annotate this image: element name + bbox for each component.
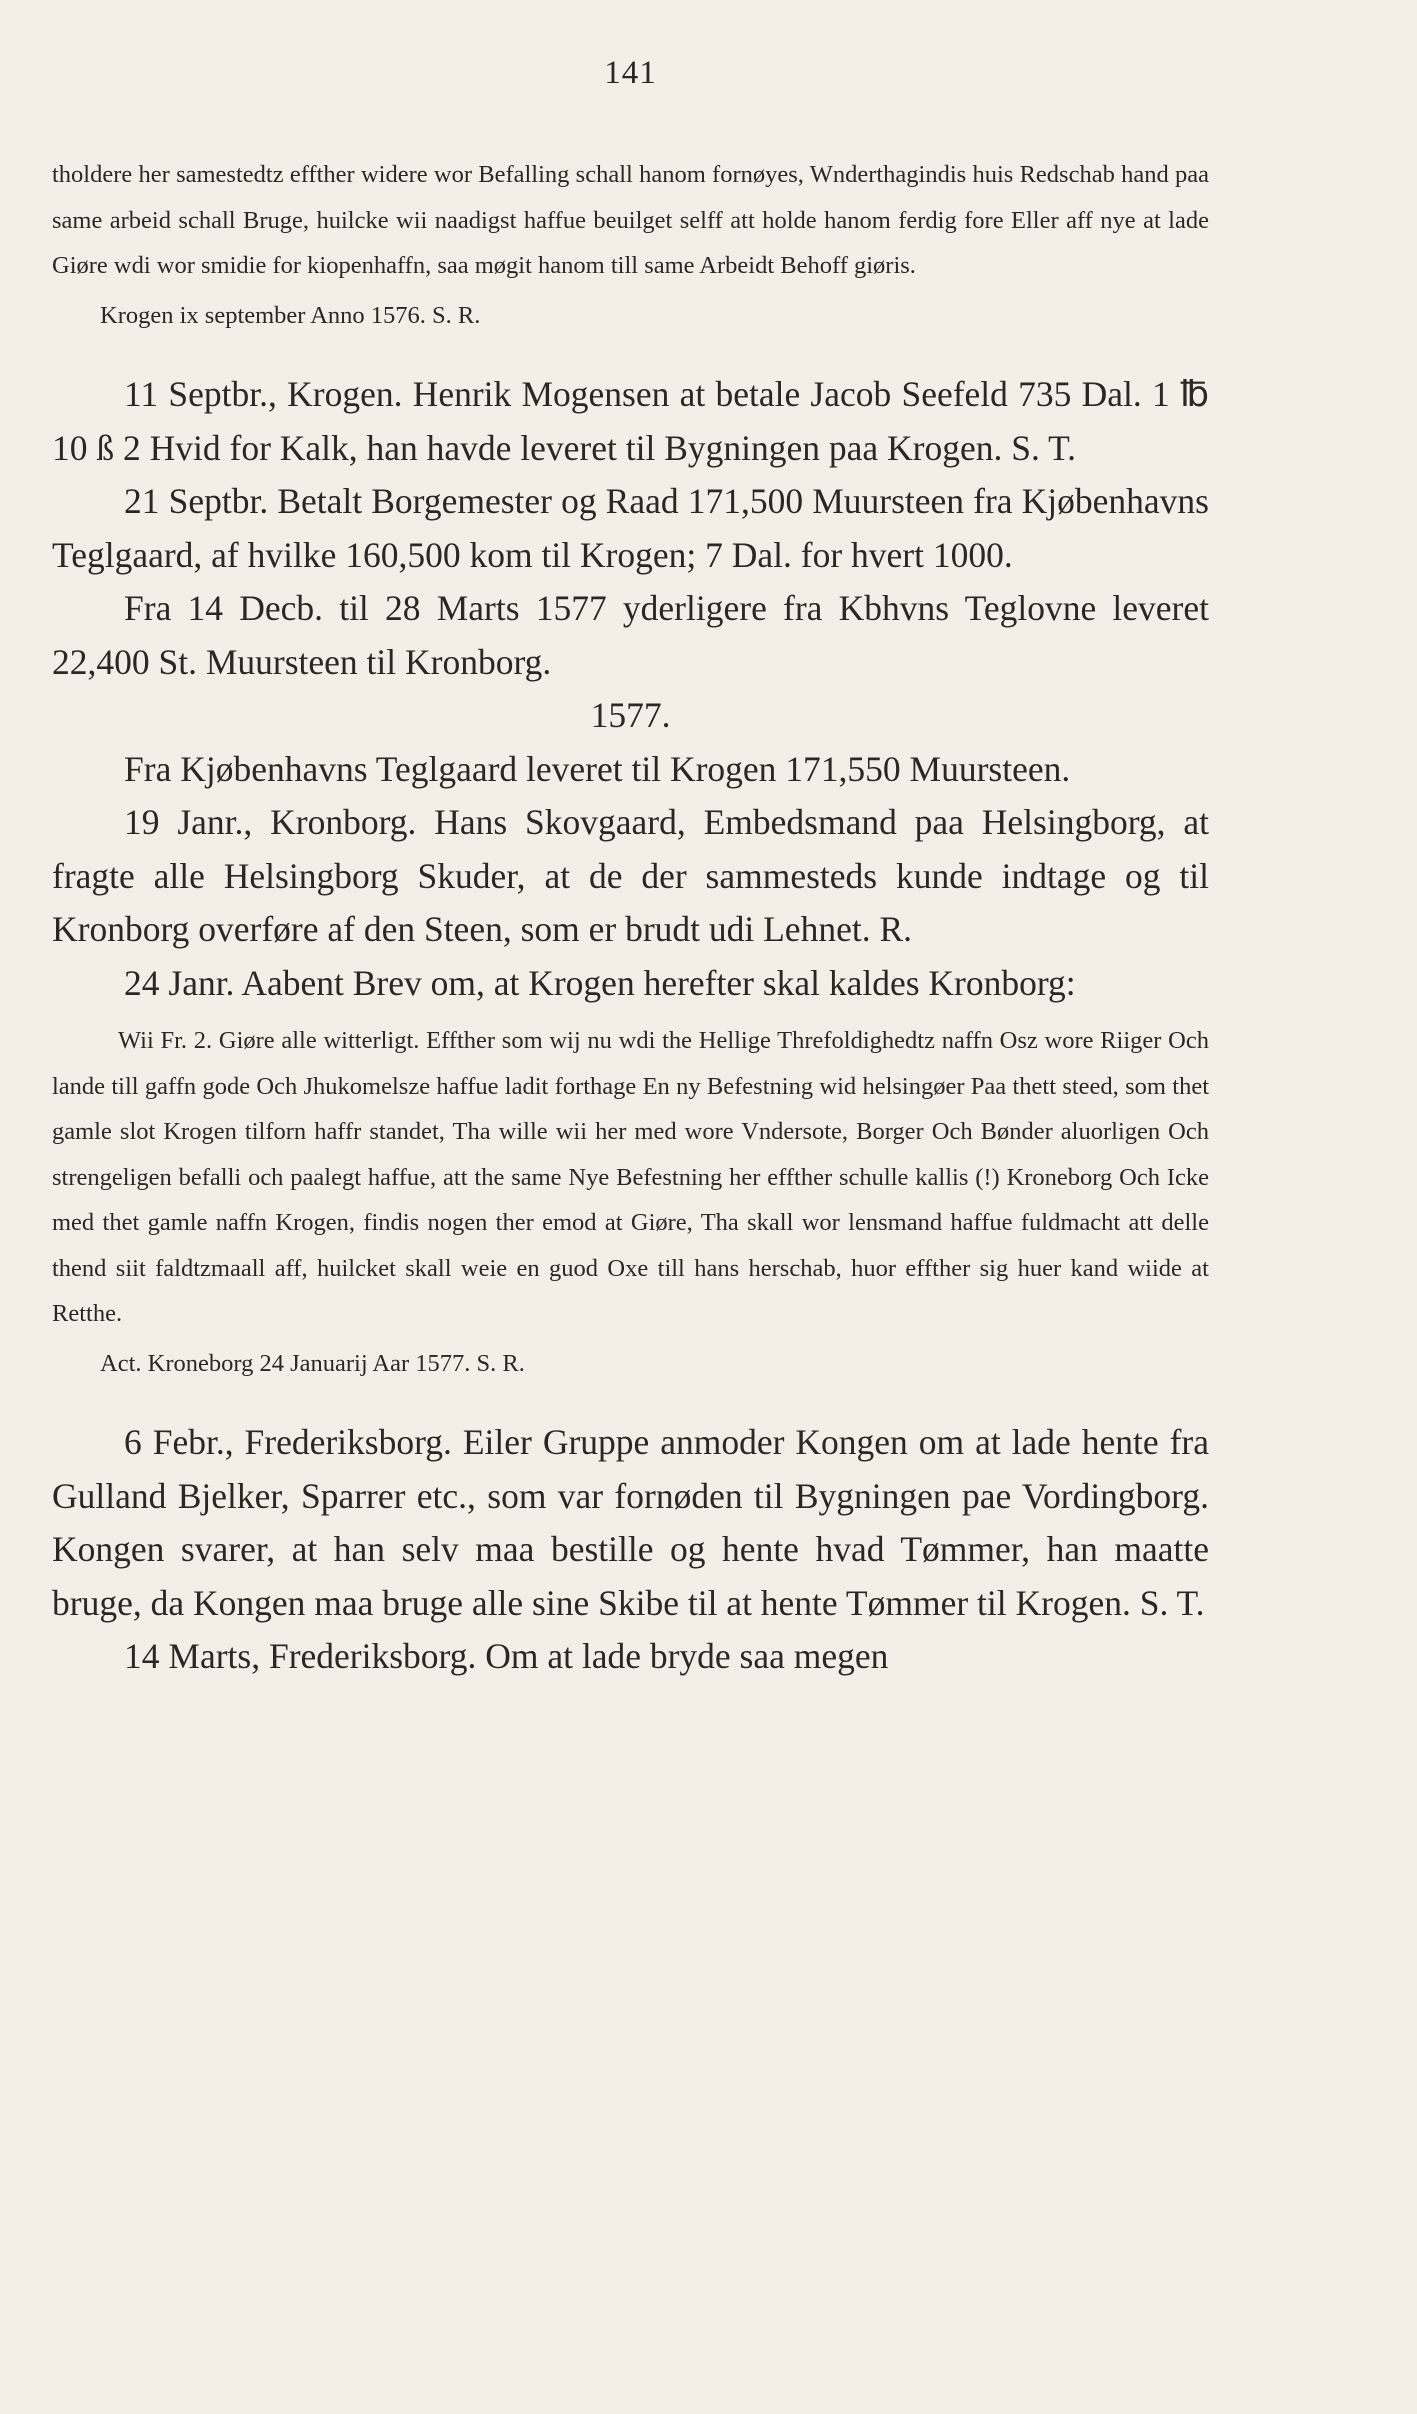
entry-14-marts: 14 Marts, Frederiksborg. Om at lade bryde saa megen <box>124 1636 889 1676</box>
letter-signature-1576: Krogen ix september Anno 1576. S. R. <box>100 301 481 329</box>
letter-fragment-1576: tholdere her samestedtz effther widere wor Befalling schall hanom fornøyes, Wnderthagindis huis Redschab hand paa same arbeid schall Bruge, huilcke wii naadigst haffue beuilget selff att holde hanom ferdig fore Eller aff nye at lade Giøre wdi wor smidie for kiopenhaffn, saa møgit hanom till same Arbeidt Behoff giøris. <box>52 161 1209 279</box>
royal-letter-signature: Act. Kroneborg 24 Januarij Aar 1577. S. R. <box>100 1349 525 1377</box>
royal-letter-kronborg: Wii Fr. 2. Giøre alle witterligt. Effther som wij nu wdi the Hellige Threfoldighedtz naffn Osz wore Riiger Och lande till gaffn gode Och Jhukomelsze haffue ladit forthage En ny Befestning wid helsingøer Paa thett steed, som thet gamle slot Krogen tilforn haffr standet, Tha wille wii her med wore Vndersote, Borger Och Bønder aluorligen Och strengeligen befalli och paalegt haffue, att the same Nye Befestning her effther schulle kallis (!) Kroneborg Och Icke med thet gamle naffn Krogen, findis nogen ther emod at Giøre, Tha skall wor lensmand haffue fuldmacht att delle thend siit faldtzmaall aff, huilcket skall weie en guod Oxe till hans herschab, huor effther sig huer kand wiide at Retthe. <box>52 1027 1209 1327</box>
entry-11-septbr: 11 Septbr., Krogen. Henrik Mogensen at betale Jacob Seefeld 735 Dal. 1 ℔ 10 ß 2 Hvid for Kalk, han havde leveret til Bygningen paa Krogen. S. T. <box>52 374 1209 468</box>
entry-19-janr: 19 Janr., Kronborg. Hans Skovgaard, Embedsmand paa Helsingborg, at fragte alle Helsingborg Skuder, at de der sammesteds kunde indtage og til Kronborg overføre af den Steen, som er brudt udi Lehnet. R. <box>52 802 1209 949</box>
entry-14-decb: Fra 14 Decb. til 28 Marts 1577 yderligere fra Kbhvns Teglovne leveret 22,400 St. Muursteen til Kronborg. <box>52 588 1209 682</box>
year-heading: 1577. <box>590 695 671 735</box>
entry-21-septbr: 21 Septbr. Betalt Borgemester og Raad 171,500 Muursteen fra Kjøbenhavns Teglgaard, af hvilke 160,500 kom til Krogen; 7 Dal. for hvert 1000. <box>52 481 1209 575</box>
entry-6-febr: 6 Febr., Frederiksborg. Eiler Gruppe anmoder Kongen om at lade hente fra Gulland Bjelker, Sparrer etc., som var fornøden til Bygningen pae Vordingborg. Kongen svarer, at han selv maa bestille og hente hvad Tømmer, han maatte bruge, da Kongen maa bruge alle sine Skibe til at hente Tømmer til Krogen. S. T. <box>52 1422 1209 1623</box>
page-number: 141 <box>604 55 657 91</box>
entry-teglgaard-1577: Fra Kjøbenhavns Teglgaard leveret til Krogen 171,550 Muursteen. <box>124 748 1071 789</box>
entry-24-janr: 24 Janr. Aabent Brev om, at Krogen herefter skal kaldes Kronborg: <box>124 962 1076 1003</box>
